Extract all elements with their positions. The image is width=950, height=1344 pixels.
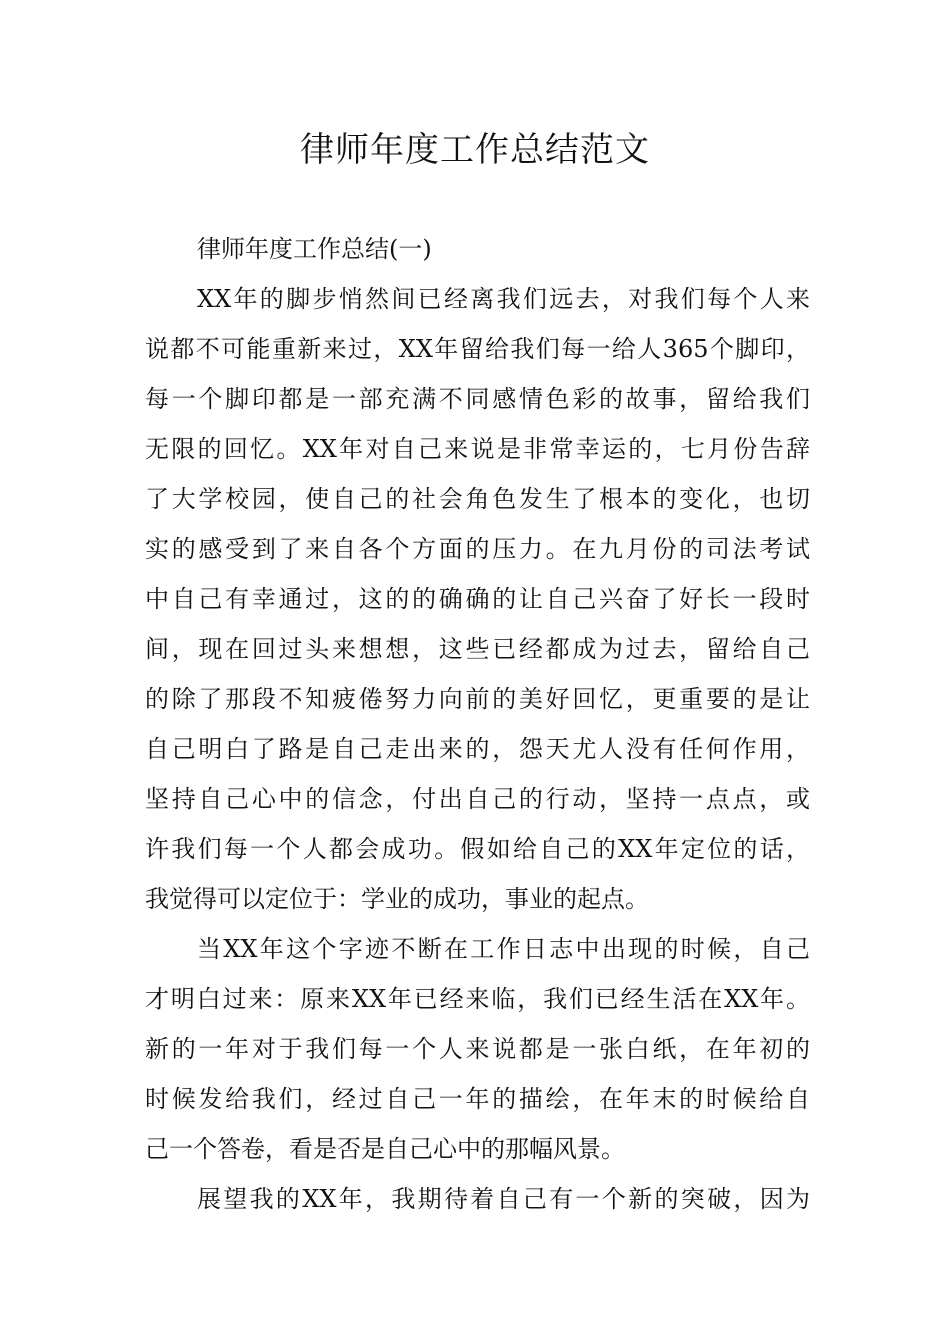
paragraph-line: 实的感受到了来自各个方面的压力。在九月份的司法考试: [145, 535, 810, 563]
paragraph-line: 当XX年这个字迹不断在工作日志中出现的时候，自己: [197, 935, 810, 963]
paragraph-line: 间，现在回过头来想想，这些已经都成为过去，留给自己: [145, 635, 810, 663]
paragraph-line: 己一个答卷，看是否是自己心中的那幅风景。: [145, 1135, 625, 1163]
paragraph-line: 说都不可能重新来过，XX年留给我们每一给人365个脚印，: [145, 335, 810, 363]
paragraph-line: 了大学校园，使自己的社会角色发生了根本的变化，也切: [145, 485, 810, 513]
paragraph-line: 中自己有幸通过，这的的确确的让自己兴奋了好长一段时: [145, 585, 810, 613]
paragraph-line: 展望我的XX年，我期待着自己有一个新的突破，因为: [197, 1185, 810, 1213]
paragraph-line: XX年的脚步悄然间已经离我们远去，对我们每个人来: [197, 285, 810, 313]
paragraph-line: 每一个脚印都是一部充满不同感情色彩的故事，留给我们: [145, 385, 810, 413]
paragraph-line: 新的一年对于我们每一个人来说都是一张白纸，在年初的: [145, 1035, 810, 1063]
paragraph-line: 许我们每一个人都会成功。假如给自己的XX年定位的话，: [145, 835, 810, 863]
paragraph-line: 时候发给我们，经过自己一年的描绘，在年末的时候给自: [145, 1085, 810, 1113]
paragraph-line: 才明白过来：原来XX年已经来临，我们已经生活在XX年。: [145, 985, 810, 1013]
paragraph-1: [145, 274, 810, 924]
paragraph-line: 无限的回忆。XX年对自己来说是非常幸运的，七月份告辞: [145, 435, 810, 463]
section-heading: 律师年度工作总结(一): [197, 235, 432, 263]
document-body: [145, 224, 810, 1224]
paragraph-3: [145, 1174, 810, 1224]
paragraph-line: 坚持自己心中的信念，付出自己的行动，坚持一点点，或: [145, 785, 810, 813]
paragraph-line: 的除了那段不知疲倦努力向前的美好回忆，更重要的是让: [145, 685, 810, 713]
paragraph-line: 自己明白了路是自己走出来的，怨天尤人没有任何作用，: [145, 735, 810, 763]
paragraph-line: 我觉得可以定位于：学业的成功，事业的起点。: [145, 885, 649, 913]
document-title: 律师年度工作总结范文: [300, 130, 650, 170]
paragraph-2: [145, 924, 810, 1174]
